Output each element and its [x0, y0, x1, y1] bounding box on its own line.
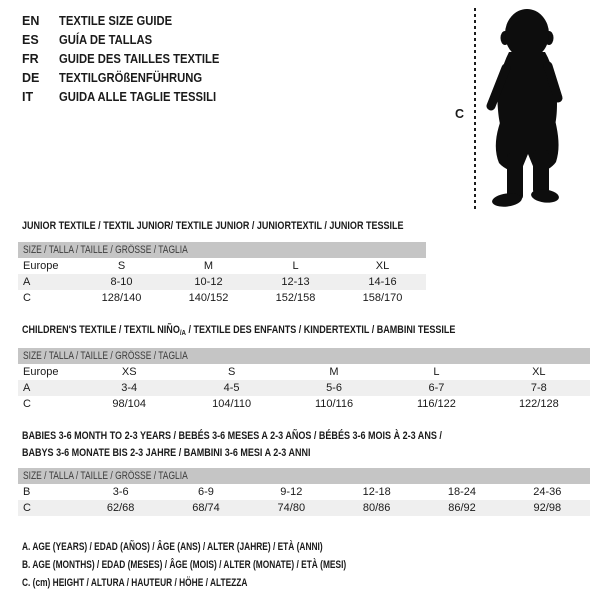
children-row-europe [18, 364, 590, 380]
babies-table-title: BABIES 3-6 MONTH TO 2-3 YEARS / BEBÉS 3-6 MESES A 2-3 AÑOS / BÉBÉS 3-6 MOIS À 2-3 ANS / BABYS 3-6 MONATE BIS 2-3 JAHRE / BAMBINI 3-6 MESI A 2-3 ANNI [22, 430, 442, 459]
age-cell: 6-7 [428, 382, 445, 394]
children-table-title: CHILDREN'S TEXTILE / TEXTIL NIÑO/A / TEXTILE DES ENFANTS / KINDERTEXTIL / BAMBINI TESSILE [22, 324, 456, 337]
months-cell: 6-9 [198, 486, 214, 498]
size-cell: M [329, 366, 339, 378]
row-label: C [23, 398, 31, 410]
height-cell: 68/74 [192, 502, 220, 514]
months-cell: 3-6 [112, 486, 129, 498]
language-code: IT [22, 89, 34, 104]
height-cell: 74/80 [277, 502, 306, 514]
note-height-cm: C. (cm) HEIGHT / ALTURA / HAUTEUR / HÖHE / ALTEZZA [22, 577, 248, 589]
months-cell: 24-36 [533, 486, 562, 498]
age-cell: 8-10 [110, 276, 133, 288]
babies-row-months [18, 484, 590, 500]
note-age-years: A. AGE (YEARS) / EDAD (AÑOS) / ÂGE (ANS) / ALTER (JAHRE) / ETÀ (ANNI) [22, 541, 323, 553]
junior-row-height [18, 290, 426, 306]
row-label: B [23, 486, 31, 498]
language-row [22, 68, 237, 87]
row-label: Europe [23, 260, 59, 272]
language-row [22, 87, 237, 106]
size-cell: L [433, 366, 440, 378]
row-label: C [23, 502, 31, 514]
language-title: GUIDE DES TAILLES TEXTILE [59, 51, 220, 66]
height-cell: 128/140 [101, 292, 142, 304]
height-cell: 152/158 [275, 292, 316, 304]
junior-row-europe [18, 258, 426, 274]
babies-row-height [18, 500, 590, 516]
language-row [22, 11, 237, 30]
language-row [22, 30, 237, 49]
age-cell: 3-4 [121, 382, 138, 394]
height-cell: 116/122 [416, 398, 456, 410]
height-cell: 98/104 [112, 398, 147, 410]
language-code: FR [22, 51, 39, 66]
size-cell: S [117, 260, 126, 272]
height-cell: 86/92 [448, 502, 476, 514]
junior-size-header-bar: SIZE / TALLA / TAILLE / GRÖSSE / TAGLIA [18, 242, 426, 258]
age-cell: 7-8 [530, 382, 547, 394]
figure-height-label: C [455, 107, 465, 121]
size-cell: XS [121, 366, 137, 378]
months-cell: 12-18 [362, 486, 391, 498]
age-cell: 10-12 [194, 276, 223, 288]
size-cell: XL [532, 366, 546, 378]
babies-size-header-bar: SIZE / TALLA / TAILLE / GRÖSSE / TAGLIA [18, 468, 590, 484]
legend-notes [22, 538, 449, 592]
language-code: ES [22, 32, 39, 47]
language-title: GUÍA DE TALLAS [59, 32, 153, 47]
note-age-months: B. AGE (MONTHS) / EDAD (MESES) / ÂGE (MOIS) / ALTER (MONATE) / ETÀ (MESI) [22, 559, 347, 571]
height-cell: 158/170 [362, 292, 403, 304]
children-row-height [18, 396, 590, 412]
height-measure-dotted-line [474, 8, 476, 209]
size-cell: S [227, 366, 236, 378]
children-row-age [18, 380, 590, 396]
children-size-header-bar: SIZE / TALLA / TAILLE / GRÖSSE / TAGLIA [18, 348, 590, 364]
age-cell: 4-5 [223, 382, 240, 394]
language-code: DE [22, 70, 40, 85]
language-title: TEXTILE SIZE GUIDE [59, 13, 173, 28]
baby-silhouette-icon [481, 8, 576, 209]
size-cell: XL [375, 260, 390, 272]
height-cell: 140/152 [188, 292, 229, 304]
nino-a-subscript: /A [179, 328, 186, 337]
language-row [22, 49, 237, 68]
months-cell: 9-12 [280, 486, 303, 498]
row-label: A [23, 276, 31, 288]
height-cell: 62/68 [106, 502, 135, 514]
row-label: A [23, 382, 31, 394]
height-cell: 110/116 [314, 398, 354, 410]
height-cell: 104/110 [212, 398, 252, 410]
junior-table-title: JUNIOR TEXTILE / TEXTIL JUNIOR/ TEXTILE JUNIOR / JUNIORTEXTIL / JUNIOR TESSILE [22, 220, 404, 232]
size-cell: M [203, 260, 214, 272]
language-code: EN [22, 13, 40, 28]
height-cell: 122/128 [518, 398, 559, 410]
months-cell: 18-24 [447, 486, 477, 498]
age-cell: 5-6 [326, 382, 342, 394]
row-label: Europe [23, 366, 59, 378]
age-cell: 14-16 [368, 276, 397, 288]
language-title: TEXTILGRÖßENFÜHRUNG [59, 70, 203, 85]
size-cell: L [292, 260, 299, 272]
language-title-list [22, 11, 237, 106]
language-title: GUIDA ALLE TAGLIE TESSILI [59, 89, 217, 104]
age-cell: 12-13 [281, 276, 310, 288]
row-label: C [23, 292, 31, 304]
height-cell: 80/86 [362, 502, 391, 514]
height-cell: 92/98 [533, 502, 562, 514]
junior-row-age [18, 274, 426, 290]
